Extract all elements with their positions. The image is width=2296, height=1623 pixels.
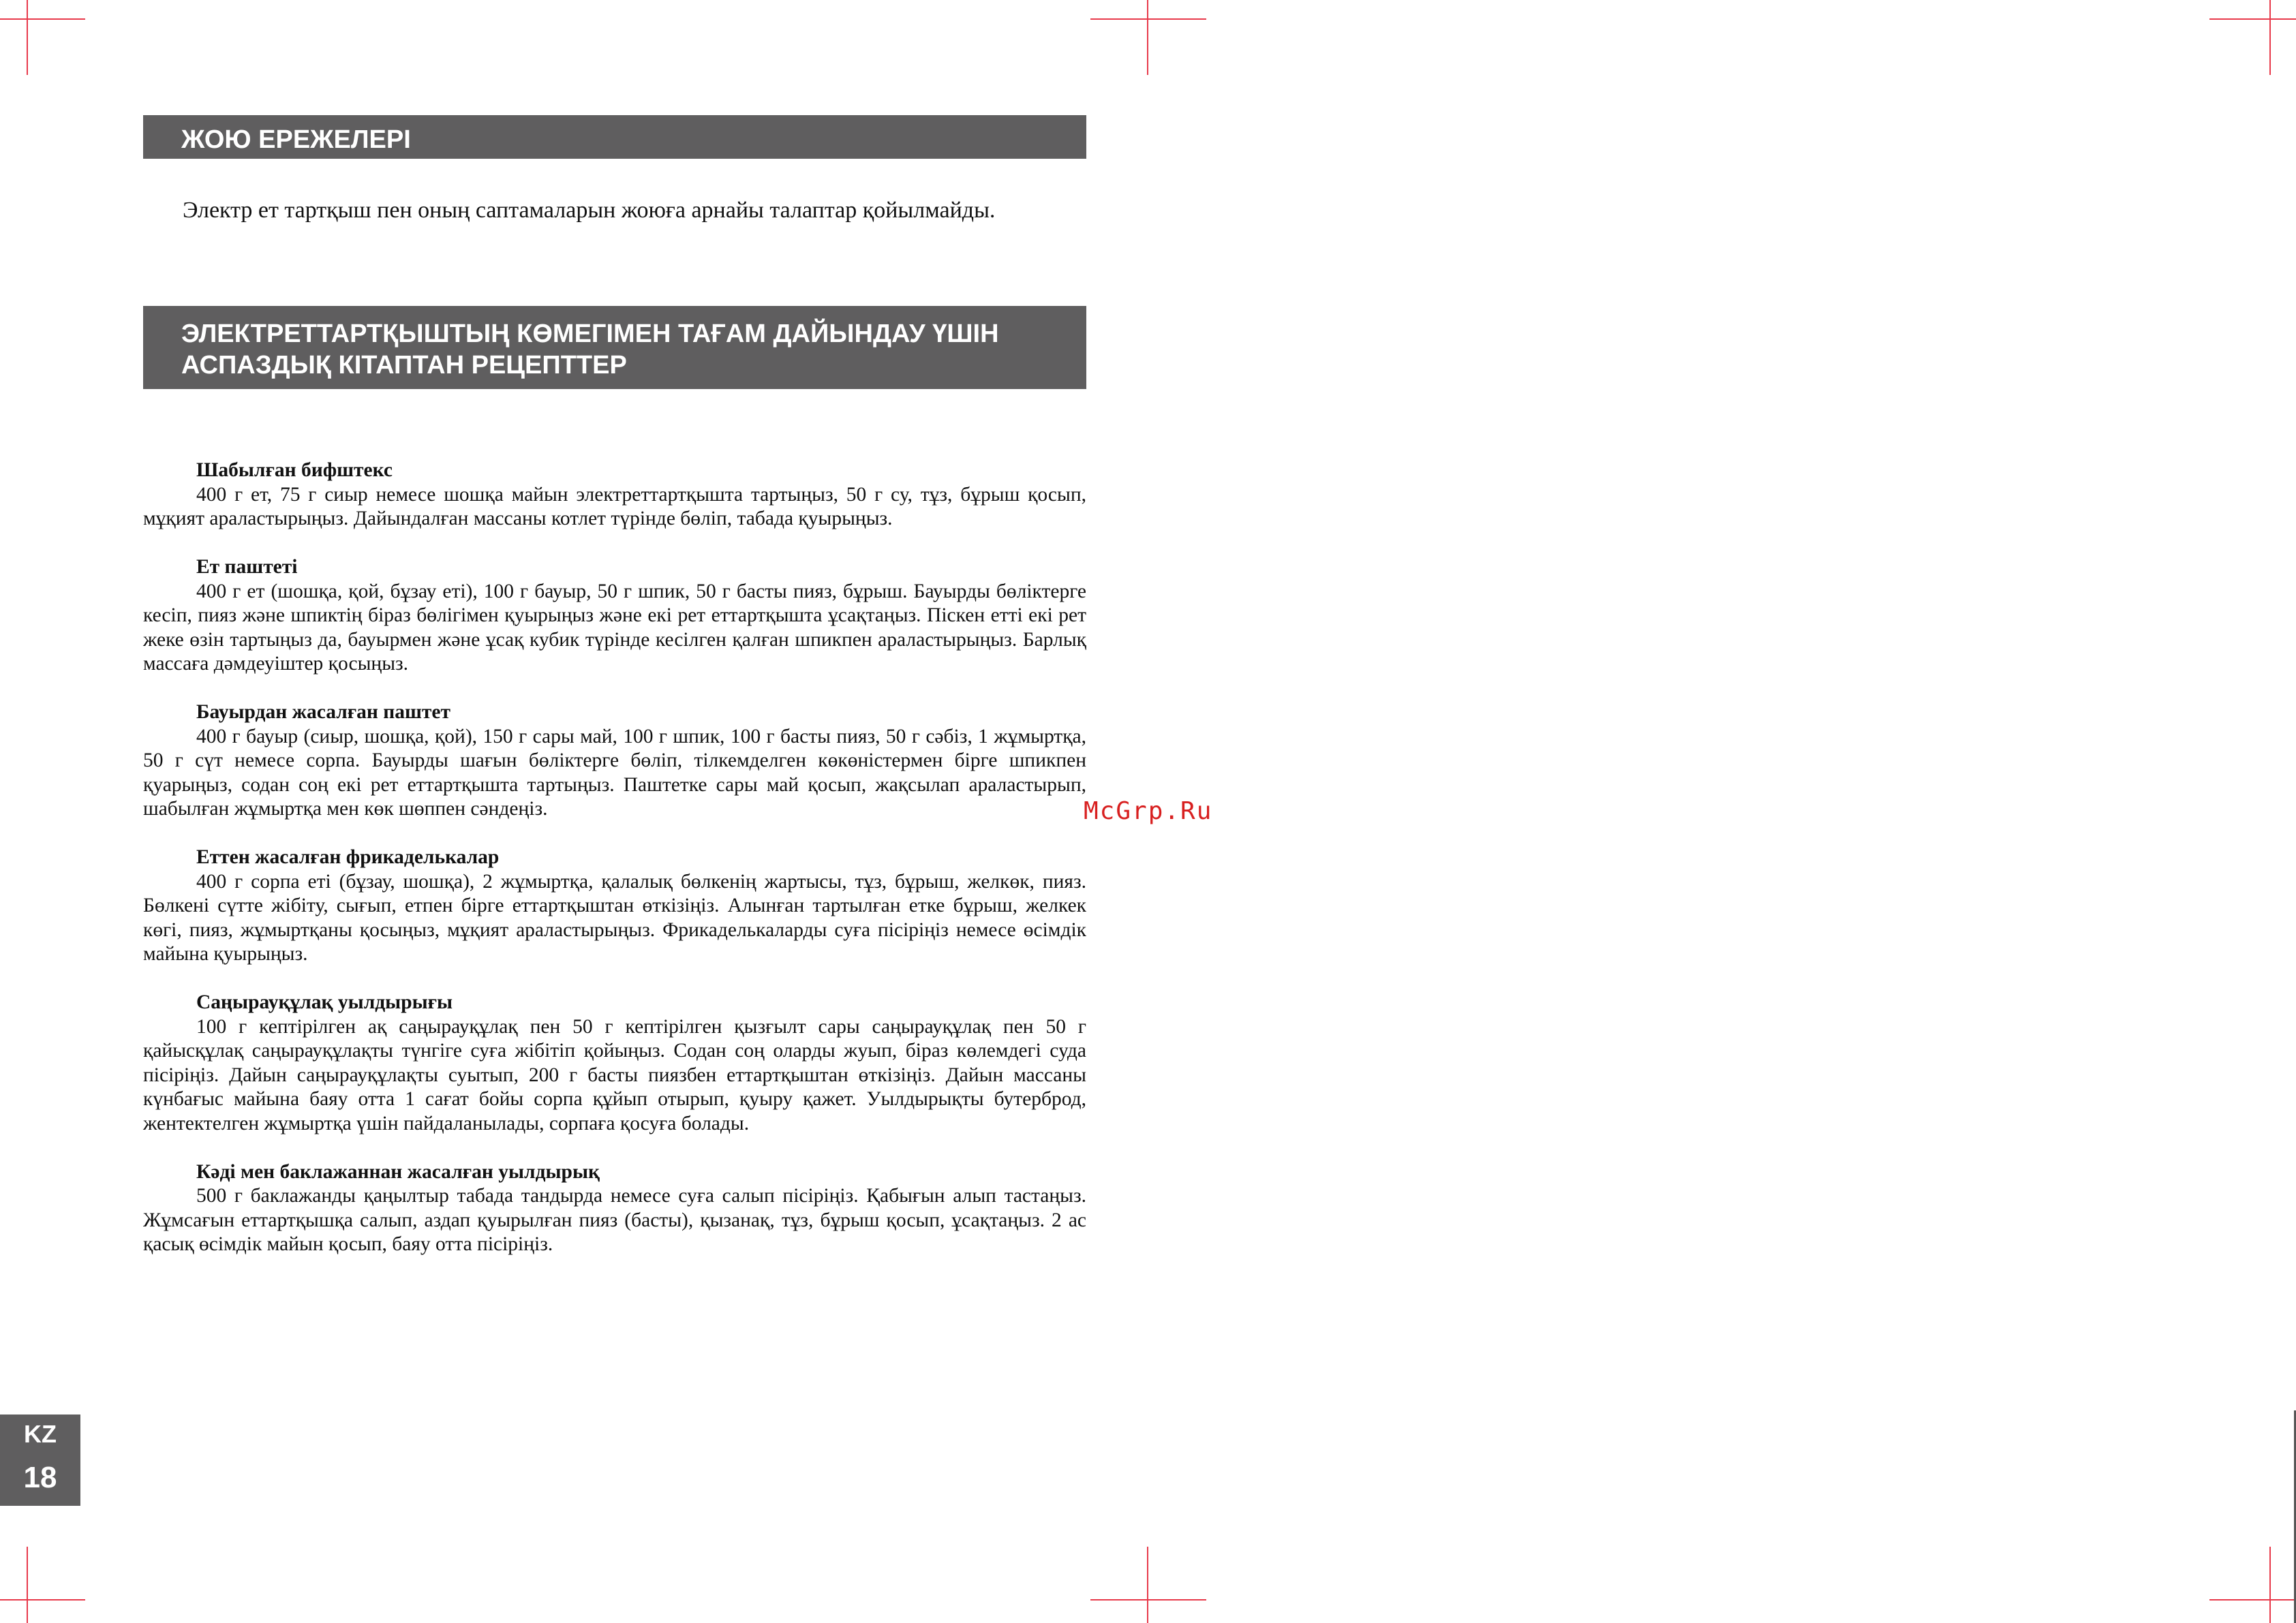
crop-mark <box>2269 0 2271 75</box>
recipe-item <box>143 846 1086 967</box>
recipes-title-line2: АСПАЗДЫҚ КІТАПТАН РЕЦЕПТТЕР <box>181 351 627 380</box>
recipe-title: Еттен жасалған фрикаделькалар <box>196 846 500 868</box>
crop-mark <box>1147 0 1148 75</box>
watermark: McGrp.Ru <box>1084 797 1213 825</box>
recipe-item <box>143 555 1086 677</box>
crop-mark <box>2209 1599 2296 1601</box>
recipe-body: 500 г баклажанды қаңылтыр табада тандырда немесе суға салып пісіріңіз. Қабығын алып тастаңыз. Жұмсағын еттартқышқа салып, аздап қуырылған пияз (басты), қызанақ, тұз, бұрыш қосып, ұсақтаңыз. 2 ас қасық өсімдік майын қосып, баяу отта пісіріңіз. <box>143 1185 1086 1255</box>
crop-mark <box>1090 1599 1206 1601</box>
recipe-body: 400 г бауыр (сиыр, шошқа, қой), 150 г сары май, 100 г шпик, 100 г басты пияз, 50 г сәбіз, 1 жұмыртқа, 50 г сүт немесе сорпа. Бауырды шағын бөліктерге бөліп, тілкемделген көкөністермен бірге шпикпен қуарыңыз, содан соң екі рет еттартқышта тартыңыз. Паштетке сары май қосып, жақсылап араластырып, шабылған жұмыртқа мен көк шөппен сәндеңіз. <box>143 725 1086 820</box>
disposal-title: ЖОЮ ЕРЕЖЕЛЕРІ <box>181 125 411 154</box>
page-tab <box>0 1415 80 1506</box>
recipe-item <box>143 991 1086 1136</box>
recipe-body: 400 г сорпа еті (бұзау, шошқа), 2 жұмыртқа, қалалық бөлкенің жартысы, тұз, бұрыш, желкөк, пияз. Бөлкені сүтте жібіту, сығып, етпен бірге еттартқыштан өткізіңіз. Алынған тартылған етке бұрыш, желкек көгі, пияз, жұмыртқаны қосыңыз, мұқият араластырыңыз. Фрикаделькаларды суға пісіріңіз немесе өсімдік майына қуырыңыз. <box>143 870 1086 965</box>
recipe-title: Бауырдан жасалған паштет <box>196 701 450 723</box>
recipe-item <box>143 700 1086 822</box>
recipe-title: Кәді мен баклажаннан жасалған уылдырық <box>196 1160 600 1183</box>
crop-mark <box>2269 1547 2271 1623</box>
crop-mark <box>2209 18 2296 20</box>
recipe-item <box>143 1160 1086 1257</box>
language-code: KZ <box>24 1420 57 1448</box>
disposal-section-header <box>143 115 1086 159</box>
recipe-item <box>143 459 1086 531</box>
recipe-title: Саңырауқұлақ уылдырығы <box>196 991 453 1013</box>
recipe-body: 400 г ет (шошқа, қой, бұзау еті), 100 г бауыр, 50 г шпик, 50 г басты пияз, бұрыш. Бауырды бөліктерге кесіп, пияз және шпиктің біраз бөлігімен қуырыңыз және екі рет еттартқышта ұсақтаңыз. Піскен етті екі рет жеке өзін тартыңыз да, бауырмен және ұсақ кубик түрінде кесілген қалған шпикпен араластырыңыз. Барлық массаға дәмдеуіштер қосыңыз. <box>143 580 1086 675</box>
recipe-body: 400 г ет, 75 г сиыр немесе шошқа майын электреттартқышта тартыңыз, 50 г су, тұз, бұрыш қосып, мұқият араластырыңыз. Дайындалған массаны котлет түрінде бөліп, табада қуырыңыз. <box>143 483 1086 529</box>
recipe-title: Шабылған бифштекс <box>196 459 393 481</box>
recipe-title: Ет паштеті <box>196 556 298 578</box>
recipe-list <box>143 459 1086 1281</box>
crop-mark <box>1090 18 1206 20</box>
crop-mark <box>1147 1547 1148 1623</box>
recipe-body: 100 г кептірілген ақ саңырауқұлақ пен 50 г кептірілген қызғылт сары саңырауқұлақ пен 50 г қайысқұлақ саңырауқұлақты түнгіге суға жібітіп қойыңыз. Содан соң оларды жуып, біраз көлемдегі суда пісіріңіз. Дайын саңырауқұлақты суытып, 200 г басты пиязбен еттартқыштан өткізіңіз. Дайын массаны күнбағыс майына баяу отта 1 сағат бойы сорпа құйып отырып, қуыру қажет. Уылдырықты бутерброд, жентектелген жұмыртқа үшін пайдаланылады, сорпаға қосуға болады. <box>143 1015 1086 1134</box>
crop-mark <box>0 1599 85 1601</box>
crop-mark <box>27 1547 28 1623</box>
recipes-title-line1: ЭЛЕКТРЕТТАРТҚЫШТЫҢ КӨМЕГІМЕН ТАҒАМ ДАЙЫНДАУ ҮШІН <box>181 320 999 348</box>
crop-mark <box>27 0 28 75</box>
recipes-section-header <box>143 306 1086 389</box>
crop-mark <box>0 18 85 20</box>
page-number: 18 <box>23 1461 57 1494</box>
disposal-text: Электр ет тартқыш пен оның саптамаларын жоюға арнайы талаптар қойылмайды. <box>183 198 996 223</box>
